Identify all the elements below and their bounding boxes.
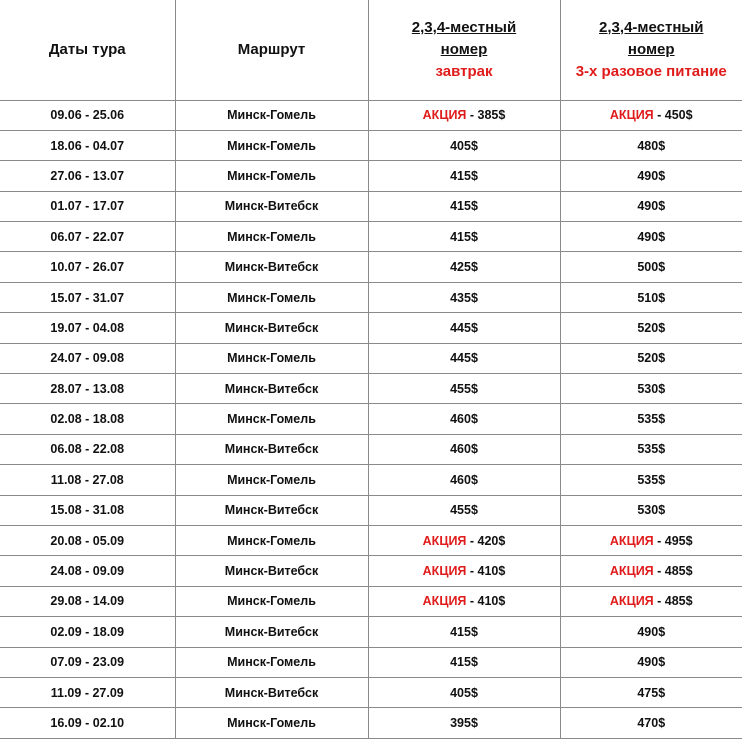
cell-price-full-board bbox=[560, 252, 742, 282]
price-full-board: 500$ bbox=[637, 260, 666, 275]
tour-dates: 19.07 - 04.08 bbox=[50, 320, 125, 335]
cell-price-full-board bbox=[560, 556, 742, 586]
tour-route: Минск-Витебск bbox=[224, 685, 319, 700]
cell-price-full-board bbox=[560, 222, 742, 252]
price-full-board: 535$ bbox=[637, 472, 666, 487]
table-row bbox=[0, 434, 742, 464]
cell-price-full-board bbox=[560, 343, 742, 373]
table-body bbox=[0, 100, 742, 738]
tour-dates: 10.07 - 26.07 bbox=[50, 260, 125, 275]
table-row bbox=[0, 252, 742, 282]
tour-dates: 16.09 - 02.10 bbox=[50, 716, 125, 730]
table-row bbox=[0, 465, 742, 495]
table-row bbox=[0, 130, 742, 160]
price-breakfast: 410$ bbox=[477, 564, 506, 579]
cell-price-full-board bbox=[560, 404, 742, 434]
cell-route bbox=[175, 100, 368, 130]
promo-label: АКЦИЯ bbox=[609, 533, 654, 548]
tour-dates: 11.08 - 27.08 bbox=[50, 472, 124, 487]
cell-price-full-board bbox=[560, 586, 742, 616]
price-breakfast: 405$ bbox=[450, 685, 478, 700]
promo-label: АКЦИЯ bbox=[422, 533, 467, 548]
tour-dates: 02.08 - 18.08 bbox=[50, 412, 125, 427]
cell-price-breakfast bbox=[368, 617, 560, 647]
price-breakfast: 420$ bbox=[477, 533, 506, 548]
price-breakfast: 460$ bbox=[450, 442, 478, 457]
cell-route bbox=[175, 525, 368, 555]
cell-dates bbox=[0, 434, 175, 464]
cell-dates bbox=[0, 130, 175, 160]
price-full-board: 530$ bbox=[637, 503, 666, 518]
price-full-board: 485$ bbox=[664, 594, 693, 609]
cell-dates bbox=[0, 586, 175, 616]
tour-route: Минск-Витебск bbox=[224, 320, 319, 335]
cell-price-full-board bbox=[560, 130, 742, 160]
cell-price-breakfast bbox=[368, 404, 560, 434]
price-breakfast: 455$ bbox=[450, 503, 478, 518]
price-full-board: 535$ bbox=[637, 442, 666, 457]
cell-price-full-board bbox=[560, 465, 742, 495]
table-row bbox=[0, 161, 742, 191]
tour-route: Минск-Витебск bbox=[224, 260, 319, 275]
cell-route bbox=[175, 343, 368, 373]
cell-route bbox=[175, 465, 368, 495]
cell-price-breakfast bbox=[368, 434, 560, 464]
tour-route: Минск-Витебск bbox=[224, 442, 319, 457]
cell-price-full-board bbox=[560, 525, 742, 555]
price-breakfast: 395$ bbox=[450, 716, 478, 730]
cell-dates bbox=[0, 647, 175, 677]
tour-route: Минск-Гомель bbox=[227, 472, 316, 487]
cell-route bbox=[175, 130, 368, 160]
cell-price-breakfast bbox=[368, 282, 560, 312]
promo-label: АКЦИЯ bbox=[422, 108, 467, 123]
table-row bbox=[0, 100, 742, 130]
cell-price-full-board bbox=[560, 100, 742, 130]
cell-dates bbox=[0, 677, 175, 707]
tour-dates: 24.07 - 09.08 bbox=[50, 351, 125, 366]
price-full-board: 480$ bbox=[637, 138, 666, 153]
price-breakfast: 415$ bbox=[450, 199, 478, 214]
cell-route bbox=[175, 374, 368, 404]
tour-route: Минск-Витебск bbox=[224, 503, 319, 518]
price-full-board: 490$ bbox=[637, 229, 666, 244]
cell-price-full-board bbox=[560, 495, 742, 525]
tour-route: Минск-Витебск bbox=[224, 624, 319, 639]
tour-dates: 11.09 - 27.09 bbox=[50, 685, 124, 700]
table-row bbox=[0, 677, 742, 707]
promo-label: АКЦИЯ bbox=[609, 564, 654, 579]
header-option1-meal: завтрак bbox=[435, 62, 493, 80]
table-row bbox=[0, 556, 742, 586]
header-dates-label: Даты тура bbox=[48, 40, 126, 58]
table-header-row bbox=[0, 0, 742, 100]
price-full-board: 510$ bbox=[637, 290, 666, 305]
tour-dates: 09.06 - 25.06 bbox=[50, 108, 125, 123]
cell-price-breakfast bbox=[368, 525, 560, 555]
header-option-full-board bbox=[560, 0, 742, 100]
promo-separator: - bbox=[466, 564, 478, 579]
tour-dates: 18.06 - 04.07 bbox=[50, 138, 125, 153]
price-breakfast: 410$ bbox=[477, 594, 506, 609]
header-option1-line1: 2,3,4-местный bbox=[411, 18, 517, 36]
header-option1-line2: номер bbox=[440, 40, 488, 58]
cell-price-breakfast bbox=[368, 647, 560, 677]
promo-label: АКЦИЯ bbox=[609, 594, 654, 609]
table-row bbox=[0, 222, 742, 252]
cell-route bbox=[175, 677, 368, 707]
table-row bbox=[0, 647, 742, 677]
cell-price-full-board bbox=[560, 677, 742, 707]
tour-route: Минск-Гомель bbox=[227, 351, 316, 366]
header-option-breakfast bbox=[368, 0, 560, 100]
tour-route: Минск-Гомель bbox=[227, 594, 316, 609]
table-row bbox=[0, 586, 742, 616]
cell-dates bbox=[0, 191, 175, 221]
price-full-board: 490$ bbox=[637, 199, 666, 214]
cell-dates bbox=[0, 404, 175, 434]
table-row bbox=[0, 313, 742, 343]
tour-dates: 06.08 - 22.08 bbox=[50, 442, 125, 457]
tour-route: Минск-Гомель bbox=[227, 716, 316, 730]
promo-separator: - bbox=[466, 594, 478, 609]
cell-dates bbox=[0, 617, 175, 647]
tour-route: Минск-Витебск bbox=[224, 199, 319, 214]
price-full-board: 495$ bbox=[664, 533, 693, 548]
price-full-board: 470$ bbox=[637, 716, 666, 730]
cell-route bbox=[175, 617, 368, 647]
cell-price-full-board bbox=[560, 434, 742, 464]
cell-price-breakfast bbox=[368, 677, 560, 707]
price-breakfast: 405$ bbox=[450, 138, 478, 153]
table-row bbox=[0, 525, 742, 555]
price-breakfast: 445$ bbox=[450, 320, 478, 335]
cell-price-breakfast bbox=[368, 556, 560, 586]
price-full-board: 485$ bbox=[664, 564, 693, 579]
cell-route bbox=[175, 313, 368, 343]
price-full-board: 490$ bbox=[637, 655, 666, 670]
table-row bbox=[0, 708, 742, 738]
cell-price-full-board bbox=[560, 191, 742, 221]
cell-dates bbox=[0, 556, 175, 586]
cell-price-full-board bbox=[560, 647, 742, 677]
price-full-board: 535$ bbox=[637, 412, 666, 427]
price-breakfast: 385$ bbox=[477, 108, 506, 123]
cell-route bbox=[175, 708, 368, 738]
price-full-board: 520$ bbox=[637, 320, 666, 335]
price-full-board: 475$ bbox=[637, 685, 666, 700]
cell-price-full-board bbox=[560, 161, 742, 191]
tour-dates: 29.08 - 14.09 bbox=[50, 594, 125, 609]
cell-dates bbox=[0, 525, 175, 555]
price-breakfast: 435$ bbox=[450, 290, 478, 305]
cell-price-breakfast bbox=[368, 495, 560, 525]
tour-dates: 20.08 - 05.09 bbox=[50, 533, 125, 548]
header-route bbox=[175, 0, 368, 100]
cell-price-breakfast bbox=[368, 222, 560, 252]
cell-price-breakfast bbox=[368, 586, 560, 616]
cell-dates bbox=[0, 708, 175, 738]
promo-label: АКЦИЯ bbox=[609, 108, 654, 123]
price-full-board: 520$ bbox=[637, 351, 666, 366]
header-option2-line2: номер bbox=[627, 40, 675, 58]
table-row bbox=[0, 343, 742, 373]
tour-dates: 07.09 - 23.09 bbox=[50, 655, 125, 670]
cell-price-full-board bbox=[560, 374, 742, 404]
cell-route bbox=[175, 161, 368, 191]
cell-price-breakfast bbox=[368, 191, 560, 221]
cell-route bbox=[175, 404, 368, 434]
tour-dates: 27.06 - 13.07 bbox=[50, 168, 125, 183]
cell-dates bbox=[0, 222, 175, 252]
promo-label: АКЦИЯ bbox=[422, 564, 467, 579]
price-breakfast: 415$ bbox=[450, 168, 478, 183]
price-full-board: 450$ bbox=[664, 108, 693, 123]
price-breakfast: 460$ bbox=[450, 472, 478, 487]
cell-price-breakfast bbox=[368, 161, 560, 191]
cell-dates bbox=[0, 100, 175, 130]
cell-route bbox=[175, 434, 368, 464]
cell-dates bbox=[0, 252, 175, 282]
promo-separator: - bbox=[653, 564, 665, 579]
cell-dates bbox=[0, 343, 175, 373]
header-option2-meal: 3-х разовое питание bbox=[575, 62, 727, 80]
cell-route bbox=[175, 252, 368, 282]
promo-separator: - bbox=[466, 533, 478, 548]
header-route-label: Маршрут bbox=[237, 40, 306, 58]
price-full-board: 490$ bbox=[637, 168, 666, 183]
cell-dates bbox=[0, 374, 175, 404]
price-breakfast: 455$ bbox=[450, 381, 478, 396]
table-row bbox=[0, 495, 742, 525]
price-breakfast: 415$ bbox=[450, 229, 478, 244]
promo-separator: - bbox=[653, 108, 665, 123]
tour-dates: 01.07 - 17.07 bbox=[50, 199, 125, 214]
cell-price-breakfast bbox=[368, 130, 560, 160]
cell-dates bbox=[0, 282, 175, 312]
tour-route: Минск-Витебск bbox=[224, 564, 319, 579]
table-row bbox=[0, 617, 742, 647]
cell-price-breakfast bbox=[368, 374, 560, 404]
tour-route: Минск-Гомель bbox=[227, 168, 316, 183]
cell-route bbox=[175, 556, 368, 586]
tour-route: Минск-Витебск bbox=[224, 381, 319, 396]
tour-route: Минск-Гомель bbox=[227, 138, 316, 153]
cell-route bbox=[175, 647, 368, 677]
tour-route: Минск-Гомель bbox=[227, 412, 316, 427]
promo-separator: - bbox=[653, 594, 665, 609]
cell-dates bbox=[0, 161, 175, 191]
price-breakfast: 445$ bbox=[450, 351, 478, 366]
header-dates bbox=[0, 0, 175, 100]
price-breakfast: 415$ bbox=[450, 655, 478, 670]
tour-dates: 15.07 - 31.07 bbox=[50, 290, 125, 305]
price-full-board: 530$ bbox=[637, 381, 666, 396]
cell-route bbox=[175, 495, 368, 525]
cell-price-full-board bbox=[560, 617, 742, 647]
table-row bbox=[0, 374, 742, 404]
tour-dates: 06.07 - 22.07 bbox=[50, 229, 125, 244]
table-row bbox=[0, 404, 742, 434]
price-breakfast: 460$ bbox=[450, 412, 478, 427]
promo-separator: - bbox=[466, 108, 478, 123]
promo-separator: - bbox=[653, 533, 665, 548]
cell-price-breakfast bbox=[368, 708, 560, 738]
cell-route bbox=[175, 222, 368, 252]
cell-price-breakfast bbox=[368, 252, 560, 282]
tour-route: Минск-Гомель bbox=[227, 108, 316, 123]
table-row bbox=[0, 282, 742, 312]
cell-price-breakfast bbox=[368, 100, 560, 130]
tour-route: Минск-Гомель bbox=[227, 229, 316, 244]
price-full-board: 490$ bbox=[637, 624, 666, 639]
cell-route bbox=[175, 282, 368, 312]
tour-dates: 02.09 - 18.09 bbox=[50, 624, 125, 639]
tour-dates: 28.07 - 13.08 bbox=[50, 381, 125, 396]
cell-price-breakfast bbox=[368, 465, 560, 495]
header-option2-line1: 2,3,4-местный bbox=[599, 18, 704, 36]
cell-dates bbox=[0, 313, 175, 343]
cell-price-full-board bbox=[560, 708, 742, 738]
cell-dates bbox=[0, 465, 175, 495]
table-row bbox=[0, 191, 742, 221]
tour-route: Минск-Гомель bbox=[227, 290, 316, 305]
price-breakfast: 425$ bbox=[450, 260, 478, 275]
tour-dates: 24.08 - 09.09 bbox=[50, 564, 125, 579]
promo-label: АКЦИЯ bbox=[422, 594, 467, 609]
tour-route: Минск-Гомель bbox=[227, 655, 316, 670]
cell-dates bbox=[0, 495, 175, 525]
tour-dates: 15.08 - 31.08 bbox=[50, 503, 125, 518]
cell-price-full-board bbox=[560, 313, 742, 343]
tour-route: Минск-Гомель bbox=[227, 533, 316, 548]
price-breakfast: 415$ bbox=[450, 624, 478, 639]
cell-price-breakfast bbox=[368, 343, 560, 373]
cell-price-breakfast bbox=[368, 313, 560, 343]
cell-price-full-board bbox=[560, 282, 742, 312]
cell-route bbox=[175, 586, 368, 616]
cell-route bbox=[175, 191, 368, 221]
